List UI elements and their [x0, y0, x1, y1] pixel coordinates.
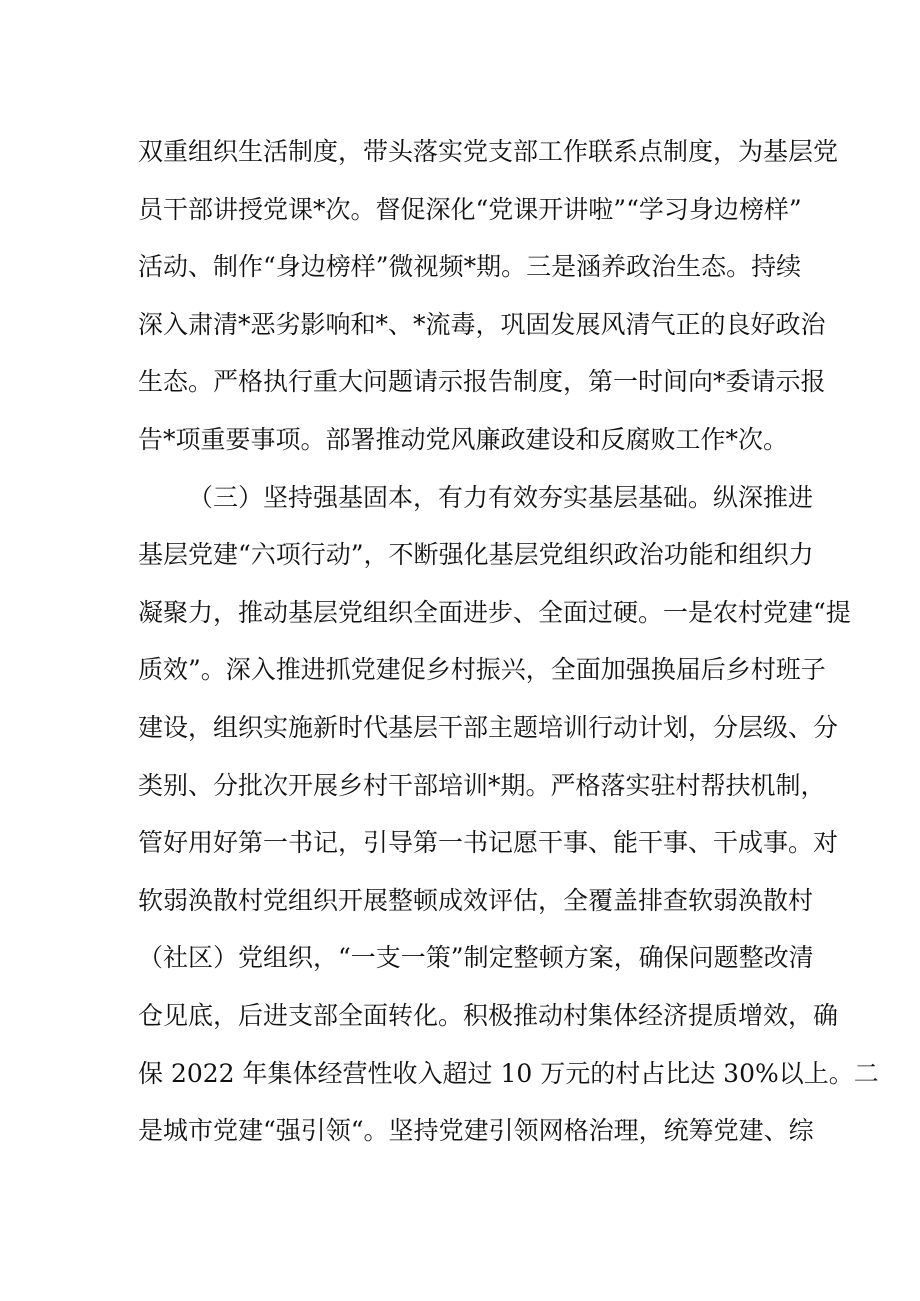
section-heading-line: （三）坚持强基固本，有力有效夯实基层基础。纵深推进 [188, 482, 814, 512]
text-line: 质效”。深入推进抓党建促乡村振兴，全面加强换届后乡村班子 [138, 655, 826, 685]
text-line: 员干部讲授党课*次。督促深化“党课开讲啦”“学习身边榜样” [138, 194, 802, 224]
text-line: 告*项重要事项。部署推动党风廉政建设和反腐败工作*次。 [138, 424, 789, 454]
text-line: 类别、分批次开展乡村干部培训*期。严格落实驻村帮扶机制， [138, 770, 826, 800]
text-line: 双重组织生活制度，带头落实党支部工作联系点制度，为基层党 [138, 137, 839, 166]
text-line: 活动、制作“身边榜样”微视频*期。三是涵养政治生态。持续 [138, 252, 802, 282]
text-line: 深入肃清*恶劣影响和*、*流毒，巩固发展风清气正的良好政治 [138, 309, 826, 339]
text-line: 软弱涣散村党组织开展整顿成效评估，全覆盖排查软弱涣散村 [138, 885, 814, 915]
text-line: 基层党建“六项行动”，不断强化基层党组织政治功能和组织力 [138, 540, 814, 570]
text-line: （社区）党组织，“一支一策”制定整顿方案，确保问题整改清 [138, 943, 814, 973]
text-line: 保 2022 年集体经营性收入超过 10 万元的村占比达 30%以上。二 [138, 1058, 879, 1088]
text-line: 是城市党建“强引领“。坚持党建引领网格治理，统筹党建、综 [138, 1116, 814, 1146]
text-line: 建设，组织实施新时代基层干部主题培训行动计划，分层级、分 [138, 712, 839, 742]
text-line: 管好用好第一书记，引导第一书记愿干事、能干事、干成事。对 [138, 828, 839, 858]
text-line: 生态。严格执行重大问题请示报告制度，第一时间向*委请示报 [138, 367, 826, 397]
text-line: 仓见底，后进支部全面转化。积极推动村集体经济提质增效，确 [138, 1000, 839, 1030]
body-text [138, 128, 879, 1165]
text-line: 凝聚力，推动基层党组织全面进步、全面过硬。一是农村党建“提 [138, 597, 851, 627]
